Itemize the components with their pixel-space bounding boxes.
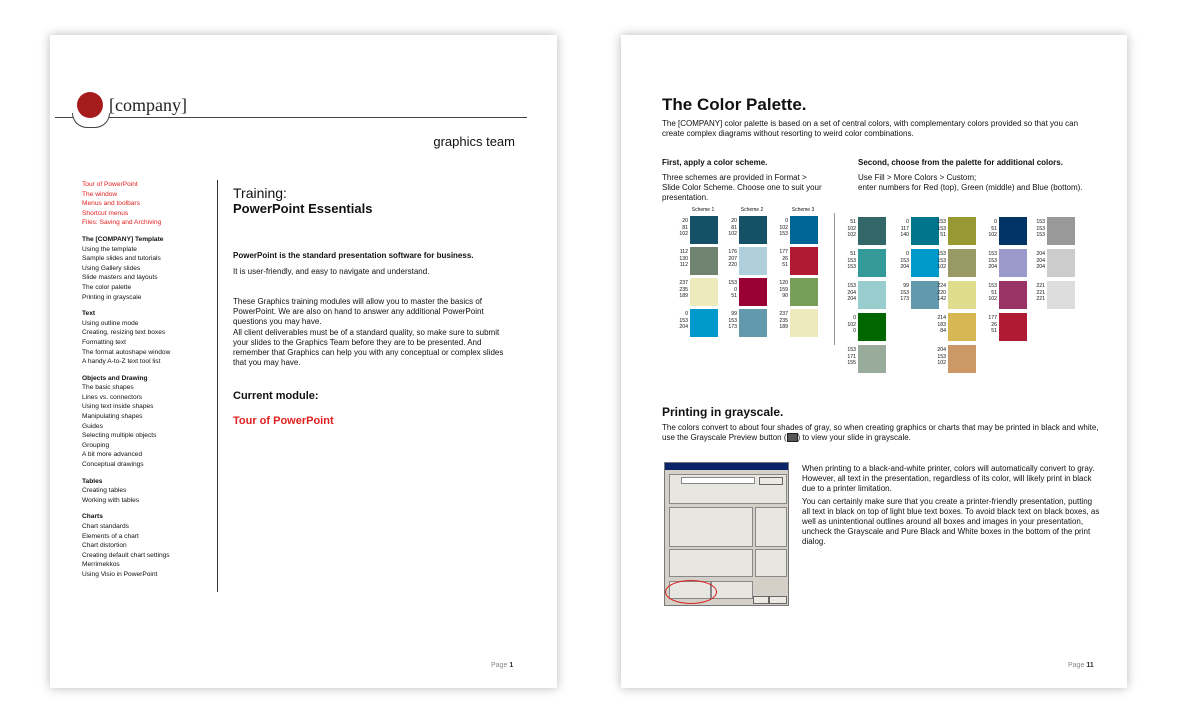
toc-item[interactable]: Manipulating shapes: [82, 413, 143, 421]
toc-section-heading[interactable]: The [COMPANY] Template: [82, 235, 164, 243]
rgb-values: 51 102 102: [847, 219, 856, 239]
dialog-collate-group: [755, 549, 787, 577]
dialog-copies-group: [755, 507, 787, 547]
toc-item[interactable]: Creating default chart settings: [82, 551, 170, 559]
grayscale-intro: The colors convert to about four shades of gray, so when creating graphics or charts that may be printed in black and white, use the Grayscale Preview button ( ) to view your slide in grayscale.: [662, 423, 1099, 442]
color-swatch: [1047, 281, 1075, 309]
toc-item[interactable]: The color palette: [82, 283, 132, 291]
page-label: Page: [1068, 662, 1085, 669]
current-module-label: Current module:: [233, 390, 319, 402]
scheme-instructions: Three schemes are provided in Format > Slide Color Scheme. Choose one to suit your presentation.: [662, 173, 822, 202]
color-swatch: [790, 247, 818, 275]
intro-paragraph-2: It is user-friendly, and easy to navigate and understand.: [233, 267, 430, 276]
team-label: graphics team: [433, 134, 515, 149]
rgb-values: 204 204 204: [1036, 251, 1045, 271]
toc-item[interactable]: Using outline mode: [82, 319, 139, 327]
page-number-value: 11: [1086, 662, 1094, 669]
course-title: PowerPoint Essentials: [233, 201, 373, 216]
toc-item[interactable]: Using text inside shapes: [82, 403, 154, 411]
rgb-values: 0 102 0: [847, 315, 856, 335]
toc-item[interactable]: Lines vs. connectors: [82, 393, 143, 401]
color-swatch: [948, 217, 976, 245]
company-name: [company]: [109, 95, 187, 115]
toc-item[interactable]: Using Gallery slides: [82, 264, 141, 272]
rgb-values: 204 153 102: [937, 347, 946, 367]
intro-paragraph-1: PowerPoint is the standard presentation software for business.: [233, 251, 474, 260]
scheme-heading: First, apply a color scheme.: [662, 158, 768, 167]
header-rule: [55, 117, 527, 118]
palette-heading: Second, choose from the palette for additional colors.: [858, 158, 1063, 167]
highlight-circle: [665, 580, 717, 604]
rgb-values: 221 221 221: [1036, 283, 1045, 303]
toc-section: [82, 309, 212, 367]
color-swatch: [790, 216, 818, 244]
scheme-label: Scheme 2: [740, 207, 764, 213]
color-swatch: [790, 309, 818, 337]
color-swatch: [948, 249, 976, 277]
color-swatch: [858, 281, 886, 309]
rgb-values: 0 51 102: [988, 219, 997, 239]
rgb-values: 20 81 102: [679, 218, 688, 238]
grayscale-preview-icon: [787, 433, 798, 442]
color-swatch: [739, 278, 767, 306]
toc-item[interactable]: Elements of a chart: [82, 532, 139, 540]
grayscale-paragraph-1: When printing to a black-and-white printer, colors will automatically convert to gray. However, all text in the presentation, regardless of its color, will likely print in black due to a printer limitation.: [802, 464, 1095, 493]
toc-item[interactable]: A bit more advanced: [82, 451, 143, 459]
dialog-properties-button: [759, 477, 783, 485]
color-swatch: [999, 281, 1027, 309]
company-logo-icon: [77, 92, 103, 118]
column-divider: [217, 180, 218, 592]
color-swatch: [739, 309, 767, 337]
rgb-values: 99 153 173: [900, 283, 909, 303]
toc-section-heading[interactable]: Tables: [82, 477, 103, 485]
color-swatch: [858, 345, 886, 373]
toc-section: [82, 374, 212, 470]
color-swatch: [999, 249, 1027, 277]
palette-divider: [834, 213, 835, 345]
color-swatch: [948, 281, 976, 309]
toc-item[interactable]: Conceptual drawings: [82, 461, 144, 469]
toc-item[interactable]: Creating, resizing text boxes: [82, 329, 166, 337]
palette-instructions-1: Use Fill > More Colors > Custom;: [858, 173, 977, 182]
color-swatch: [948, 345, 976, 373]
rgb-values: 153 153 204: [988, 251, 997, 271]
page-number-value: 1: [509, 662, 514, 669]
print-dialog-screenshot: [664, 462, 789, 606]
color-swatch: [690, 247, 718, 275]
toc-section: [82, 512, 212, 579]
rgb-values: 0 117 140: [900, 219, 909, 239]
color-swatch: [1047, 249, 1075, 277]
page-label: Page: [491, 662, 508, 669]
toc-item[interactable]: Merrimekkos: [82, 561, 120, 569]
toc-item[interactable]: Working with tables: [82, 496, 140, 504]
rgb-values: 153 153 102: [937, 251, 946, 271]
color-swatch: [999, 313, 1027, 341]
rgb-values: 214 183 84: [937, 315, 946, 335]
toc-section: [82, 235, 212, 302]
color-swatch: [690, 216, 718, 244]
current-module-value: Tour of PowerPoint: [233, 415, 334, 427]
color-swatch: [1047, 217, 1075, 245]
toc-item[interactable]: The format autoshape window: [82, 348, 171, 356]
toc-item[interactable]: Formatting text: [82, 338, 126, 346]
color-swatch: [858, 217, 886, 245]
color-swatch: [739, 216, 767, 244]
rgb-values: 0 153 204: [900, 251, 909, 271]
toc-section-heading[interactable]: Tour of PowerPoint: [82, 181, 138, 188]
table-of-contents: [82, 180, 212, 587]
intro-paragraph-4: All client deliverables must be of a standard quality, so make sure to submit your slides to the Graphics Team before they are to be presented. And remember that Graphics can help you with any conceptual or complex slides that you may have.: [233, 328, 504, 367]
rgb-values: 153 153 153: [1036, 219, 1045, 239]
rgb-values: 177 26 51: [779, 249, 788, 269]
dialog-options-right: [711, 581, 753, 599]
rgb-values: 176 207 220: [728, 249, 737, 269]
rgb-values: 237 235 189: [779, 311, 788, 331]
toc-item[interactable]: A handy A-to-Z text tool list: [82, 358, 161, 366]
toc-item[interactable]: Guides: [82, 422, 103, 430]
rgb-values: 0 153 204: [679, 311, 688, 331]
toc-item[interactable]: Using the template: [82, 245, 137, 253]
rgb-values: 120 159 90: [779, 280, 788, 300]
toc-section: [82, 180, 212, 228]
rgb-values: 0 102 153: [779, 218, 788, 238]
color-swatch: [690, 309, 718, 337]
rgb-values: 153 51 102: [988, 283, 997, 303]
rgb-values: 99 153 173: [728, 311, 737, 331]
document-page-1: [50, 35, 557, 688]
toc-item[interactable]: Shortcut menus: [82, 209, 129, 217]
palette-instructions-2: enter numbers for Red (top), Green (middle) and Blue (bottom).: [858, 183, 1083, 192]
color-swatch: [999, 217, 1027, 245]
document-page-11: [621, 35, 1127, 688]
page-number: [491, 662, 513, 669]
toc-section-heading[interactable]: Text: [82, 310, 96, 318]
toc-item[interactable]: Slide masters and layouts: [82, 274, 158, 282]
toc-section-heading[interactable]: Objects and Drawing: [82, 374, 148, 382]
rgb-values: 237 235 189: [679, 280, 688, 300]
dialog-cancel-button: [769, 596, 787, 604]
toc-item[interactable]: Sample slides and tutorials: [82, 255, 161, 263]
dialog-printer-select: [681, 477, 755, 484]
toc-item[interactable]: Chart standards: [82, 523, 129, 530]
color-swatch: [739, 247, 767, 275]
toc-item[interactable]: Files: Saving and Archiving: [82, 219, 162, 227]
toc-item[interactable]: The window: [82, 190, 118, 198]
toc-item[interactable]: The basic shapes: [82, 384, 134, 392]
rgb-values: 51 153 153: [847, 251, 856, 271]
dialog-print-what-group: [669, 549, 753, 577]
palette-intro: The [COMPANY] color palette is based on a set of central colors, with complementary colors provided so that you can create complex diagrams without resorting to weird color combinations.: [662, 119, 1079, 138]
toc-section-heading[interactable]: Charts: [82, 513, 103, 521]
toc-item[interactable]: Using Visio in PowerPoint: [82, 570, 158, 578]
rgb-values: 153 0 51: [728, 280, 737, 300]
color-swatch: [790, 278, 818, 306]
color-swatch: [858, 313, 886, 341]
training-label: Training:: [233, 185, 287, 201]
toc-item[interactable]: Printing in grayscale: [82, 293, 142, 301]
grayscale-paragraph-2: You can certainly make sure that you create a printer-friendly presentation, putting all text in black on top of light blue text boxes. To avoid black text on black boxes, as well as unintentional outlines around all boxes and images in your presentation, uncheck the Grayscale and Pure Black and White boxes in the bottom of the print dialog.: [802, 497, 1100, 546]
page-title: The Color Palette.: [662, 95, 807, 114]
color-swatch: [948, 313, 976, 341]
toc-item[interactable]: Creating tables: [82, 487, 127, 495]
toc-item[interactable]: Grouping: [82, 441, 110, 449]
toc-section: [82, 477, 212, 506]
rgb-values: 112 130 112: [679, 249, 688, 269]
dialog-titlebar: [665, 463, 788, 470]
rgb-values: 153 153 51: [937, 219, 946, 239]
color-swatch: [690, 278, 718, 306]
dialog-range-group: [669, 507, 753, 547]
scheme-label: Scheme 1: [691, 207, 715, 213]
rgb-values: 153 204 204: [847, 283, 856, 303]
toc-item[interactable]: Menus and toolbars: [82, 200, 140, 208]
toc-item[interactable]: Chart distortion: [82, 542, 127, 550]
color-swatch: [858, 249, 886, 277]
rgb-values: 20 81 102: [728, 218, 737, 238]
toc-item[interactable]: Selecting multiple objects: [82, 432, 157, 440]
rgb-values: 177 26 51: [988, 315, 997, 335]
page-number: [1068, 662, 1094, 669]
scheme-label: Scheme 3: [791, 207, 815, 213]
dialog-ok-button: [753, 596, 769, 604]
grayscale-title: Printing in grayscale.: [662, 405, 784, 419]
intro-paragraph-3: These Graphics training modules will allow you to master the basics of PowerPoint. We are also on hand to answer any additional PowerPoint questions you may have.: [233, 297, 484, 326]
rgb-values: 153 171 155: [847, 347, 856, 367]
rgb-values: 224 220 142: [937, 283, 946, 303]
